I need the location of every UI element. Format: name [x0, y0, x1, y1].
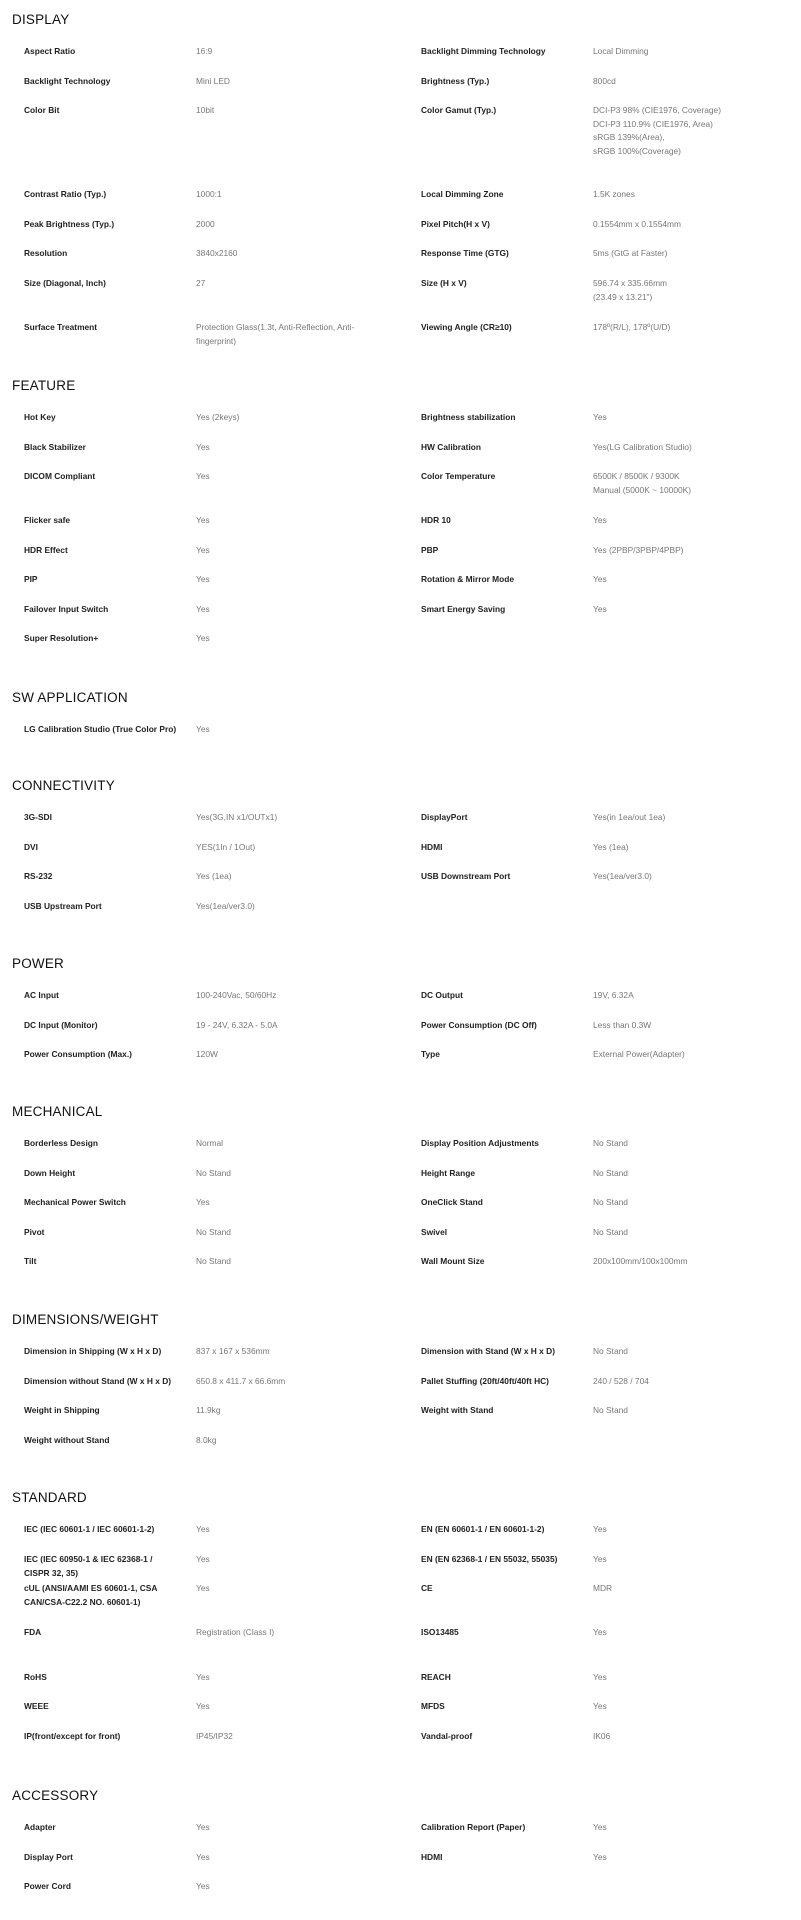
- spec-value: Yes: [196, 1197, 210, 1207]
- spec-label: Weight with Stand: [421, 1405, 494, 1415]
- spec-label: RoHS: [24, 1672, 47, 1682]
- spec-value: IP45/IP32: [196, 1731, 233, 1741]
- spec-value: Yes: [196, 1583, 210, 1593]
- spec-value: 596.74 x 335.66mm (23.49 x 13.21"): [593, 278, 668, 302]
- spec-label: USB Downstream Port: [421, 871, 511, 881]
- spec-value: Yes: [196, 724, 210, 734]
- section-title: MECHANICAL: [12, 1104, 103, 1119]
- spec-label: Pixel Pitch(H x V): [421, 219, 490, 229]
- spec-label: Contrast Ratio (Typ.): [24, 189, 107, 199]
- spec-label: Aspect Ratio: [24, 46, 76, 56]
- spec-value: Yes (1ea): [593, 842, 629, 852]
- spec-label: PIP: [24, 574, 38, 584]
- spec-value: External Power(Adapter): [593, 1049, 685, 1059]
- spec-value: Mini LED: [196, 76, 230, 86]
- spec-value: 240 / 528 / 704: [593, 1376, 649, 1386]
- spec-value: Yes(in 1ea/out 1ea): [593, 812, 666, 822]
- spec-label: EN (EN 60601-1 / EN 60601-1-2): [421, 1524, 545, 1534]
- spec-label: Brightness stabilization: [421, 412, 516, 422]
- spec-value: Yes: [196, 633, 210, 643]
- spec-label: Down Height: [24, 1168, 76, 1178]
- spec-label: Display Position Adjustments: [421, 1138, 539, 1148]
- spec-value: Registration (Class I): [196, 1627, 275, 1637]
- spec-label: Hot Key: [24, 412, 56, 422]
- spec-value: No Stand: [593, 1346, 628, 1356]
- spec-label: Color Bit: [24, 105, 60, 115]
- spec-label: Vandal-proof: [421, 1731, 473, 1741]
- spec-value: Yes(1ea/ver3.0): [196, 901, 255, 911]
- spec-label: Failover Input Switch: [24, 604, 109, 614]
- spec-label: Power Consumption (DC Off): [421, 1020, 537, 1030]
- spec-value: 10bit: [196, 105, 215, 115]
- spec-label: Dimension with Stand (W x H x D): [421, 1346, 556, 1356]
- spec-value: No Stand: [196, 1227, 231, 1237]
- spec-label: Wall Mount Size: [421, 1256, 485, 1266]
- spec-value: Yes: [196, 1554, 210, 1564]
- spec-label: MFDS: [421, 1701, 445, 1711]
- section-title: SW APPLICATION: [12, 690, 128, 705]
- spec-value: Normal: [196, 1138, 223, 1148]
- spec-label: FDA: [24, 1627, 42, 1637]
- spec-value: Yes: [593, 1822, 607, 1832]
- spec-label: Surface Treatment: [24, 322, 98, 332]
- spec-value: 8.0kg: [196, 1435, 217, 1445]
- spec-value: Yes: [196, 1701, 210, 1711]
- spec-label: Response Time (GTG): [421, 248, 509, 258]
- spec-value: Yes: [196, 604, 210, 614]
- spec-value: 5ms (GtG at Faster): [593, 248, 668, 258]
- spec-label: ISO13485: [421, 1627, 459, 1637]
- spec-label: DisplayPort: [421, 812, 468, 822]
- spec-label: Height Range: [421, 1168, 475, 1178]
- spec-value: Yes: [196, 442, 210, 452]
- spec-label: HDR Effect: [24, 545, 68, 555]
- spec-label: Display Port: [24, 1852, 73, 1862]
- spec-label: Weight in Shipping: [24, 1405, 100, 1415]
- spec-value: 11.9kg: [196, 1405, 221, 1415]
- spec-value: Yes(3G,IN x1/OUTx1): [196, 812, 278, 822]
- spec-value: Local Dimming: [593, 46, 649, 56]
- spec-value: Yes(LG Calibration Studio): [593, 442, 692, 452]
- spec-value: 19 - 24V, 6.32A - 5.0A: [196, 1020, 278, 1030]
- spec-label: Color Temperature: [421, 471, 496, 481]
- spec-value: 178º(R/L), 178º(U/D): [593, 322, 671, 332]
- spec-label: Smart Energy Saving: [421, 604, 506, 614]
- section-title: ACCESSORY: [12, 1788, 99, 1803]
- spec-value: 200x100mm/100x100mm: [593, 1256, 688, 1266]
- spec-value: Yes: [196, 1672, 210, 1682]
- spec-value: Yes: [196, 574, 210, 584]
- spec-label: Dimension without Stand (W x H x D): [24, 1376, 172, 1386]
- spec-label: DVI: [24, 842, 38, 852]
- spec-value: No Stand: [593, 1197, 628, 1207]
- spec-value: Yes (2keys): [196, 412, 240, 422]
- spec-value: 650.8 x 411.7 x 66.6mm: [196, 1376, 286, 1386]
- spec-label: EN (EN 62368-1 / EN 55032, 55035): [421, 1554, 558, 1564]
- spec-label: PBP: [421, 545, 439, 555]
- spec-label: Size (Diagonal, Inch): [24, 278, 106, 288]
- spec-value: Yes: [593, 1524, 607, 1534]
- spec-value: Protection Glass(1.3t, Anti-Reflection, Anti- fingerprint): [196, 322, 355, 346]
- spec-value: Yes: [196, 515, 210, 525]
- spec-value: No Stand: [593, 1138, 628, 1148]
- spec-value: Yes: [593, 412, 607, 422]
- spec-label: Viewing Angle (CR≥10): [421, 322, 512, 332]
- spec-label: Borderless Design: [24, 1138, 99, 1148]
- spec-value: 2000: [196, 219, 215, 229]
- spec-value: 837 x 167 x 536mm: [196, 1346, 270, 1356]
- spec-label: HDMI: [421, 1852, 443, 1862]
- spec-label: Mechanical Power Switch: [24, 1197, 126, 1207]
- spec-value: IK06: [593, 1731, 611, 1741]
- spec-value: MDR: [593, 1583, 613, 1593]
- spec-label: Rotation & Mirror Mode: [421, 574, 515, 584]
- spec-value: Yes: [593, 1852, 607, 1862]
- spec-label: Dimension in Shipping (W x H x D): [24, 1346, 162, 1356]
- spec-label: Peak Brightness (Typ.): [24, 219, 115, 229]
- spec-label: HDR 10: [421, 515, 451, 525]
- spec-value: 0.1554mm x 0.1554mm: [593, 219, 681, 229]
- spec-value: Yes: [196, 1881, 210, 1891]
- spec-label: IP(front/except for front): [24, 1731, 121, 1741]
- spec-value: 800cd: [593, 76, 616, 86]
- spec-value: 6500K / 8500K / 9300K Manual (5000K ~ 10000K): [593, 471, 692, 495]
- spec-label: Adapter: [24, 1822, 56, 1832]
- spec-value: Yes: [196, 545, 210, 555]
- spec-value: Yes: [593, 515, 607, 525]
- spec-label: Brightness (Typ.): [421, 76, 490, 86]
- spec-label: DC Output: [421, 990, 463, 1000]
- spec-value: No Stand: [196, 1256, 231, 1266]
- spec-value: 19V, 6.32A: [593, 990, 634, 1000]
- spec-value: Yes (2PBP/3PBP/4PBP): [593, 545, 684, 555]
- spec-value: Yes: [593, 1672, 607, 1682]
- spec-label: Calibration Report (Paper): [421, 1822, 526, 1832]
- spec-value: 120W: [196, 1049, 218, 1059]
- spec-label: CE: [421, 1583, 433, 1593]
- spec-label: HW Calibration: [421, 442, 482, 452]
- spec-value: Yes (1ea): [196, 871, 232, 881]
- spec-value: No Stand: [593, 1227, 628, 1237]
- spec-label: Swivel: [421, 1227, 448, 1237]
- spec-value: Yes: [593, 1627, 607, 1637]
- spec-value: No Stand: [196, 1168, 231, 1178]
- spec-label: Power Cord: [24, 1881, 71, 1891]
- spec-label: Size (H x V): [421, 278, 467, 288]
- spec-value: Yes: [593, 1701, 607, 1711]
- spec-label: AC Input: [24, 990, 59, 1000]
- spec-label: REACH: [421, 1672, 451, 1682]
- spec-value: No Stand: [593, 1405, 628, 1415]
- spec-value: 1000:1: [196, 189, 222, 199]
- spec-label: Backlight Dimming Technology: [421, 46, 546, 56]
- spec-value: 16:9: [196, 46, 213, 56]
- spec-label: 3G-SDI: [24, 812, 52, 822]
- spec-label: Resolution: [24, 248, 68, 258]
- spec-value: Yes: [196, 1822, 210, 1832]
- spec-value: 100-240Vac, 50/60Hz: [196, 990, 277, 1000]
- spec-label: IEC (IEC 60601-1 / IEC 60601-1-2): [24, 1524, 155, 1534]
- spec-label: DC Input (Monitor): [24, 1020, 98, 1030]
- spec-label: Type: [421, 1049, 440, 1059]
- spec-value: Yes: [593, 604, 607, 614]
- section-title: STANDARD: [12, 1490, 87, 1505]
- spec-value: Less than 0.3W: [593, 1020, 652, 1030]
- spec-value: Yes(1ea/ver3.0): [593, 871, 652, 881]
- spec-label: LG Calibration Studio (True Color Pro): [24, 724, 177, 734]
- spec-label: WEEE: [24, 1701, 49, 1711]
- spec-label: Color Gamut (Typ.): [421, 105, 497, 115]
- spec-value: No Stand: [593, 1168, 628, 1178]
- spec-value: DCI-P3 98% (CIE1976, Coverage) DCI-P3 110.9% (CIE1976, Area) sRGB 139%(Area), sRGB 100%(Coverage): [593, 105, 722, 156]
- spec-label: Pallet Stuffing (20ft/40ft/40ft HC): [421, 1376, 549, 1386]
- spec-label: DICOM Compliant: [24, 471, 96, 481]
- spec-label: cUL (ANSI/AAMI ES 60601-1, CSA CAN/CSA-C22.2 NO. 60601-1): [24, 1583, 158, 1607]
- spec-label: Tilt: [24, 1256, 37, 1266]
- spec-label: OneClick Stand: [421, 1197, 483, 1207]
- spec-value: Yes: [196, 1852, 210, 1862]
- spec-value: 1.5K zones: [593, 189, 635, 199]
- spec-label: RS-232: [24, 871, 53, 881]
- spec-label: IEC (IEC 60950-1 & IEC 62368-1 / CISPR 32, 35): [24, 1554, 153, 1578]
- spec-value: Yes: [196, 1524, 210, 1534]
- spec-label: USB Upstream Port: [24, 901, 102, 911]
- spec-label: Local Dimming Zone: [421, 189, 504, 199]
- spec-label: Backlight Technology: [24, 76, 111, 86]
- spec-value: Yes: [593, 1554, 607, 1564]
- section-title: DIMENSIONS/WEIGHT: [12, 1312, 159, 1327]
- spec-value: 3840x2160: [196, 248, 238, 258]
- spec-label: Power Consumption (Max.): [24, 1049, 132, 1059]
- spec-label: Super Resolution+: [24, 633, 99, 643]
- spec-value: YES(1In / 1Out): [196, 842, 256, 852]
- spec-label: HDMI: [421, 842, 443, 852]
- spec-label: Pivot: [24, 1227, 45, 1237]
- spec-label: Weight without Stand: [24, 1435, 110, 1445]
- spec-label: Black Stabilizer: [24, 442, 86, 452]
- spec-value: Yes: [593, 574, 607, 584]
- section-title: DISPLAY: [12, 12, 70, 27]
- section-title: POWER: [12, 956, 65, 971]
- section-title: CONNECTIVITY: [12, 778, 115, 793]
- section-title: FEATURE: [12, 378, 76, 393]
- spec-value: 27: [196, 278, 206, 288]
- spec-value: Yes: [196, 471, 210, 481]
- spec-label: Flicker safe: [24, 515, 71, 525]
